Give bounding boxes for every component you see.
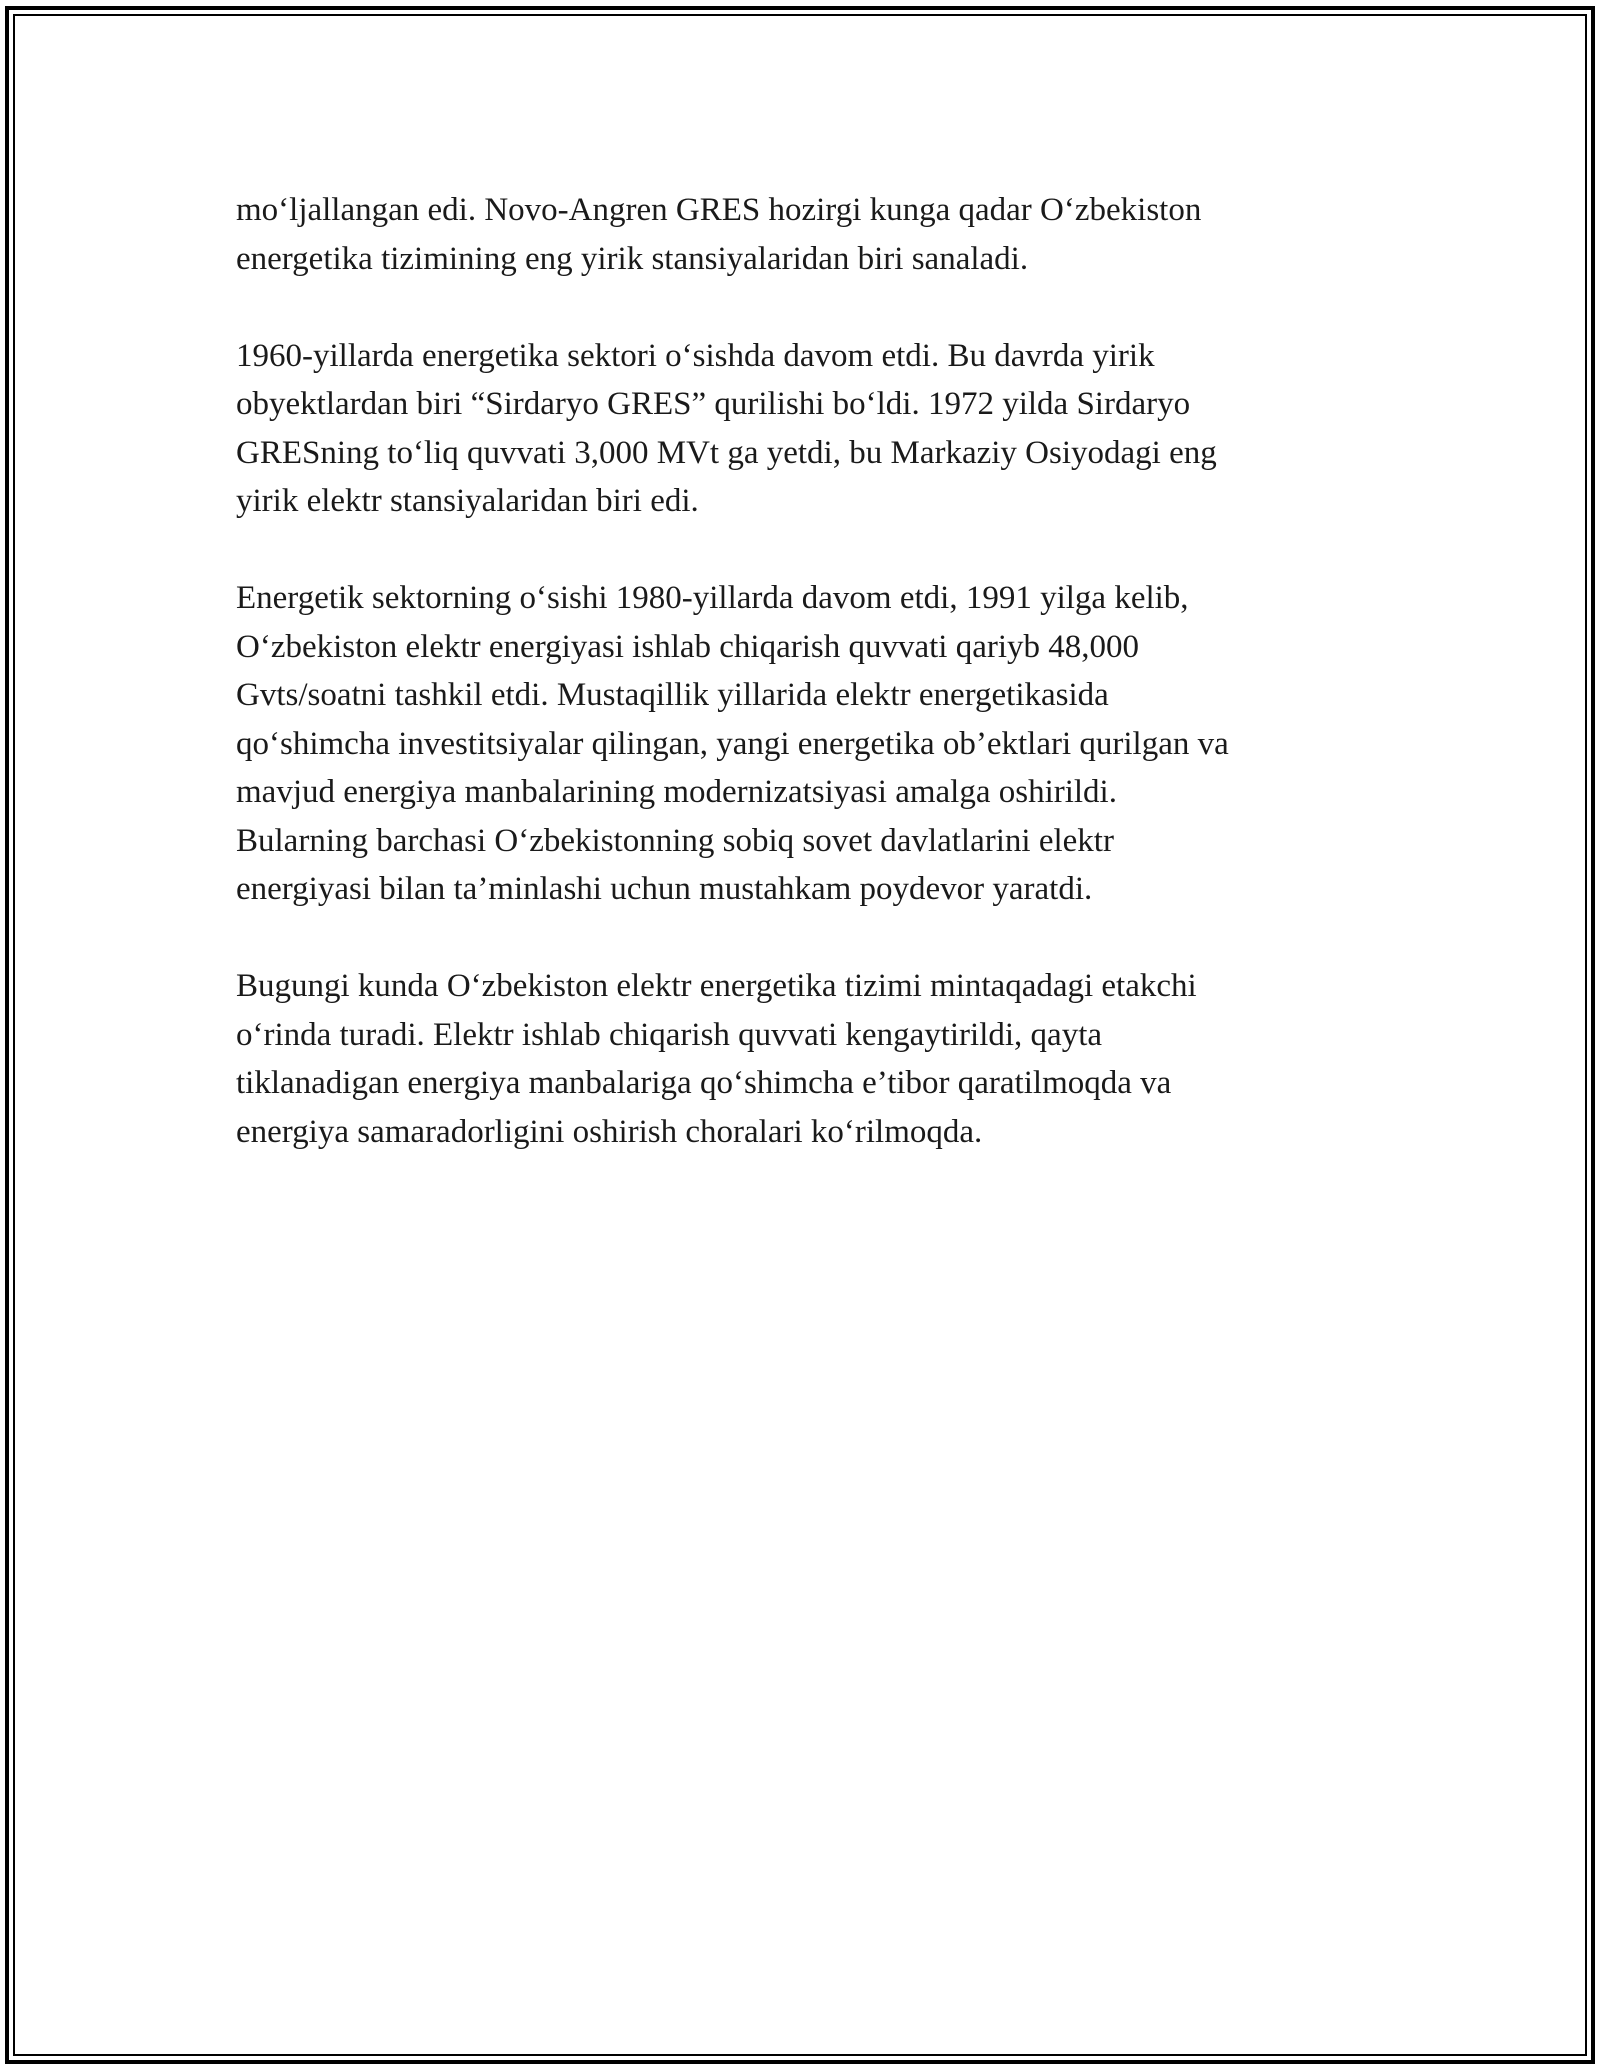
paragraph-novo-angren: mo‘ljallangan edi. Novo-Angren GRES hozirgi kunga qadar O‘zbekiston energetika tizimining eng yirik stansiyalaridan biri sanaladi.	[236, 192, 1202, 277]
paragraph-sirdaryo-gres: 1960-yillarda energetika sektori o‘sishda davom etdi. Bu davrda yirik obyektlardan biri “Sirdaryo GRES” qurilishi bo‘ldi. 1972 yilda Sirdaryo GRESning to‘liq quvvati 3,000 MVt ga yetdi, bu Markaziy Osiyodagi eng yirik elektr stansiyalaridan biri edi.	[236, 337, 1217, 519]
paragraph-energy-growth: Energetik sektorning o‘sishi 1980-yillarda davom etdi, 1991 yilga kelib, O‘zbekiston elektr energiyasi ishlab chiqarish quvvati qariyb 48,000 Gvts/soatni tashkil etdi. Mustaqillik yillarida elektr energetikasida qo‘shimcha investitsiyalar qilingan, yangi energetika ob’ektlari qurilgan va mavjud energiya manbalarining modernizatsiyasi amalga oshirildi. Bularning barchasi O‘zbekistonning sobiq sovet davlatlarini elektr energiyasi bilan ta’minlashi uchun mustahkam poydevor yaratdi.	[236, 580, 1229, 907]
paragraph-today: Bugungi kunda O‘zbekiston elektr energetika tizimi mintaqadagi etakchi o‘rinda turadi. Elektr ishlab chiqarish quvvati kengaytirildi, qayta tiklanadigan energiya manbalariga qo‘shimcha e’tibor qaratilmoqda va energiya samaradorligini oshirish choralari ko‘rilmoqda.	[236, 968, 1197, 1150]
document-body	[236, 186, 1346, 1205]
